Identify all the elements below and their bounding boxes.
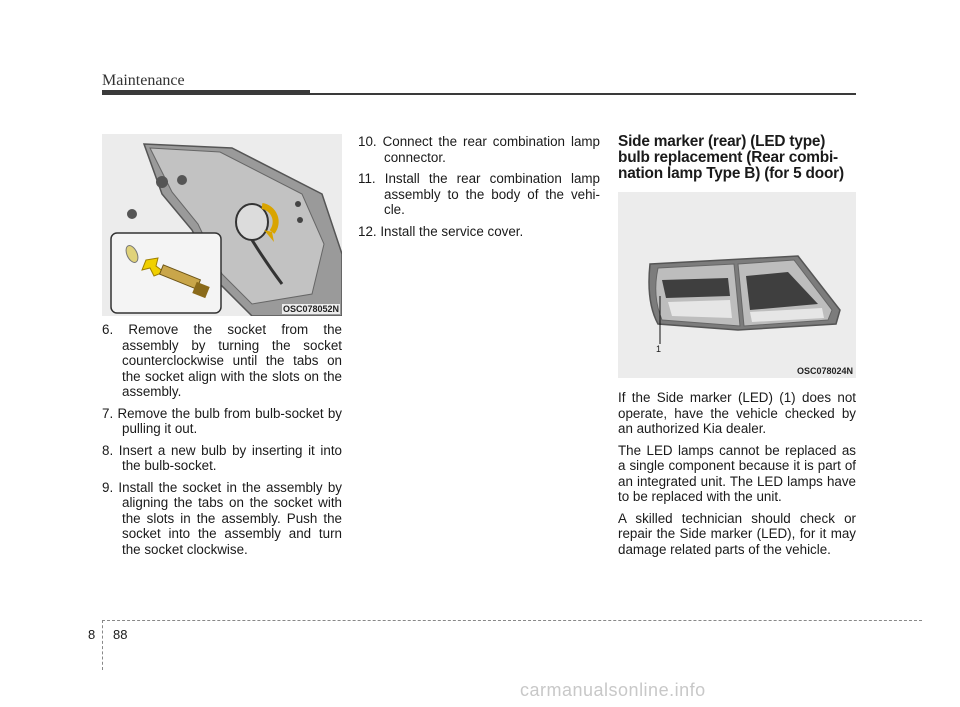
figure-code-right: OSC078024N — [796, 366, 853, 376]
column-left-steps — [102, 322, 342, 563]
paragraph-operation: If the Side marker (LED) (1) does not operate, have the vehicle checked by an authorized Kia dealer. — [618, 390, 856, 436]
step-9: 9. Install the socket in the assembly by aligning the tabs on the socket with the slots in the assembly. Push the socket into the assembly and turn the socket clockwise. — [102, 479, 342, 557]
column-middle-steps — [358, 134, 600, 245]
header-rule-thin — [310, 93, 856, 95]
tail-lamp-drawing — [618, 192, 856, 378]
callout-number-1: 1 — [656, 344, 662, 354]
footer-rule-horizontal — [102, 620, 922, 621]
figure-code-left: OSC078052N — [282, 304, 339, 314]
footer-rule-vertical — [102, 620, 103, 670]
paragraph-technician: A skilled technician should check or repair the Side marker (LED), for it may damage related parts of the vehicle. — [618, 510, 856, 557]
section-title: Side marker (rear) (LED type) bulb replacement (Rear combi-nation lamp Type B) (for 5 door) — [618, 133, 844, 182]
step-8: 8. Insert a new bulb by inserting it into the bulb-socket. — [102, 442, 342, 473]
step-12: 12. Install the service cover. — [358, 223, 524, 239]
header-title: Maintenance — [102, 72, 185, 89]
section-body — [618, 390, 856, 563]
header-rule-thick — [102, 90, 310, 95]
rear-combination-lamp-illustration — [618, 192, 856, 378]
chapter-number: 8 — [88, 627, 96, 642]
step-6: 6. Remove the socket from the assembly by turning the socket counterclockwise until the tabs on the socket align with the slots on the assembly. — [102, 322, 342, 399]
paragraph-led-unit: The LED lamps cannot be replaced as a single component because it is part of an integrated unit. The LED lamps have to be replaced with the unit. — [618, 442, 856, 504]
socket-removal-illustration — [102, 134, 342, 316]
bulb-socket-inset — [110, 232, 222, 314]
watermark: carmanualsonline.info — [520, 680, 706, 700]
step-7: 7. Remove the bulb from bulb-socket by pulling it out. — [102, 405, 342, 436]
step-10: 10. Connect the rear combination lamp connector. — [358, 134, 600, 165]
step-11: 11. Install the rear combination lamp assembly to the body of the vehi-cle. — [358, 171, 600, 217]
page-number: 88 — [113, 627, 128, 642]
